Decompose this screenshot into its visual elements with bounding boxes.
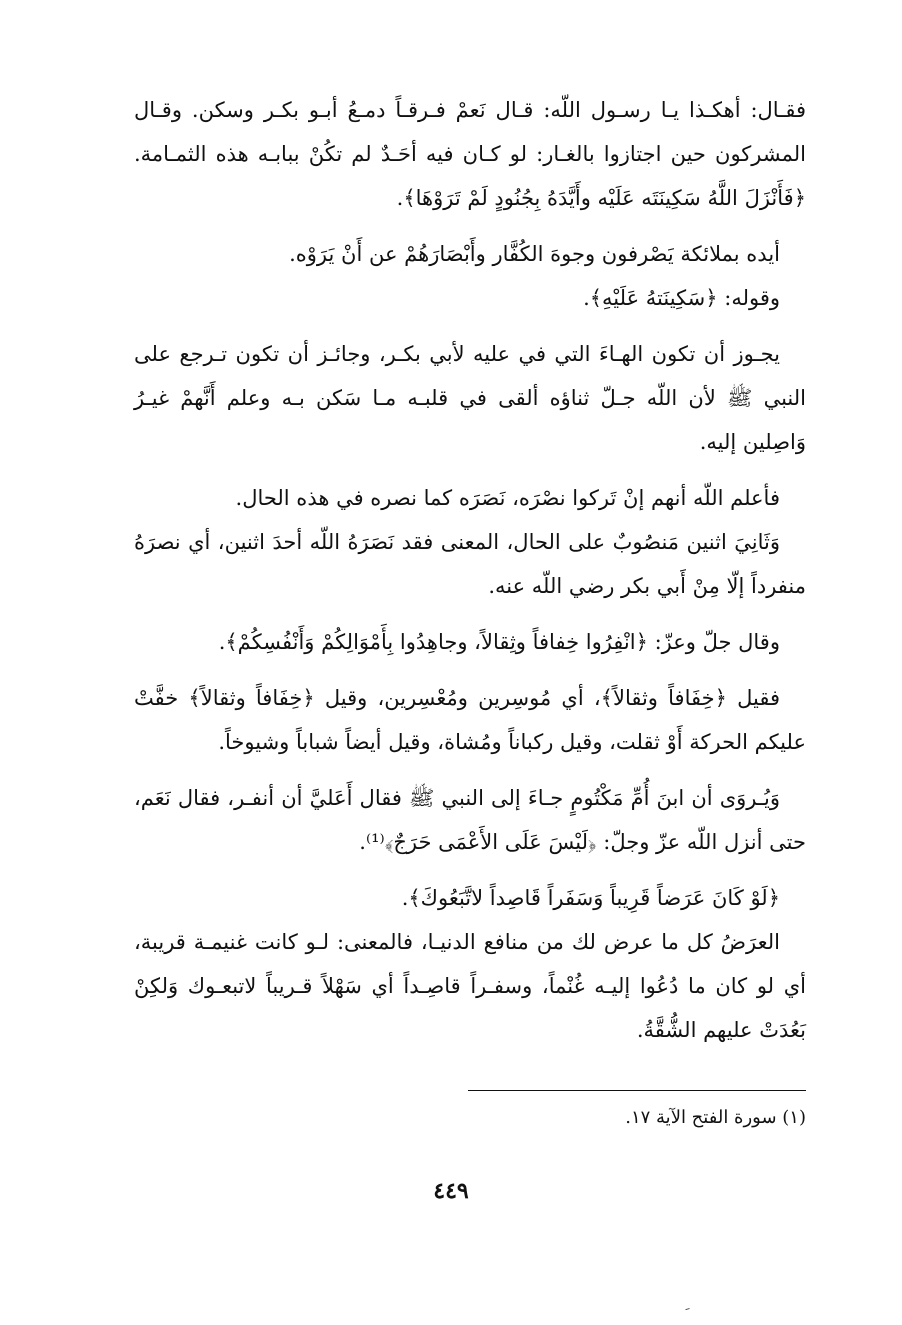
paragraph: وقوله: ﴿سَكِينَتهُ عَلَيْهِ﴾. — [583, 286, 780, 310]
paragraph: العرَضُ كل ما عرض لك من منافع الدنيـا، فالمعنى: لـو كانت غنيمـة قريبة، أي لو كان ما دُعُوا إليـه غُنْماً، وسفـراً قاصِـداً أي سَهْلاً قـريباً لاتبعـوك وَلكِنْ بَعُدَتْ عليهم الشُّقَّةُ. — [134, 930, 806, 1042]
paragraph: وَيُـروَى أن ابنَ أُمِّ مَكْتُومٍ جـاءَ إلى النبي ﷺ فقال أَعَليَّ أن أنفـر، فقال نَعَم، حتى أنزل اللّه عزّ وجلّ: ﴿لَيْسَ عَلَى الأَعْمَى حَرَجٌ﴾⁽¹⁾. — [134, 786, 806, 854]
paragraph: وَثَانِيَ اثنين مَنصُوبٌ على الحال، المعنى فقد نَصَرَهُ اللّه أحدَ اثنين، أي نصرَهُ منفرداً إلّا مِنْ أَبي بكر رضي اللّه عنه. — [134, 530, 806, 598]
paragraph: فقيل ﴿خِفَافاً وثقالاً﴾، أي مُوسِرين ومُعْسِرين، وقيل ﴿خِفَافاً وثقالاً﴾ خفَّتْ عليكم الحركة أَوْ ثقلت، وقيل ركباناً ومُشاة، وقيل أيضاً شباباً وشيوخاً. — [134, 686, 806, 754]
footnote: (١) سورة الفتح الآية ١٧. — [625, 1107, 806, 1128]
paragraph: ﴿لَوْ كَانَ عَرَضاً قَرِيباً وَسَفَراً قَاصِداً لاتَّبَعُوكَ﴾. — [401, 886, 780, 910]
footnote-divider — [468, 1090, 806, 1091]
paragraph: فأعلم اللّه أنهم إنْ تَركوا نصْرَه، نَصَرَه كما نصره في هذه الحال. — [235, 486, 780, 510]
paragraph: يجـوز أن تكون الهـاءَ التي في عليه لأبي بكـر، وجائـز أن تكون تـرجع على النبي ﷺ لأن اللّه جـلّ ثناؤه ألقى في قلبـه مـا سَكن بـه وعلم أَنَّهمْ غيـرُ وَاصِلين إليه. — [134, 342, 806, 454]
bottom-mark — [678, 1296, 690, 1312]
paragraph: أيده بملائكة يَصْرفون وجوهَ الكُفَّار وأَبْصَارَهُمْ عن أَنْ يَرَوْه. — [289, 242, 780, 266]
main-text — [134, 88, 806, 1052]
page-number: ٤٤٩ — [433, 1178, 469, 1204]
paragraph: فقـال: أهكـذا يـا رسـول اللّه: قـال نَعمْ فـرقـاً دمـعُ أبـو بكـر وسكن. وقـال المشركون حين اجتازوا بالغـار: لو كـان فيه أحَـدٌ لم تكُنْ ببابـه هذه الثمـامة. ﴿فَأَنْزَلَ اللَّهُ سَكِينَتَه عَلَيْه وأَيَّدَهُ بِجُنُودٍ لَمْ تَرَوْهَا﴾. — [134, 98, 806, 210]
paragraph: وقال جلّ وعزّ: ﴿انْفِرُوا خِفافاً وثِقالاً، وجاهِدُوا بِأَمْوَالِكُمْ وَأَنْفُسِكُمْ﴾. — [218, 630, 780, 654]
